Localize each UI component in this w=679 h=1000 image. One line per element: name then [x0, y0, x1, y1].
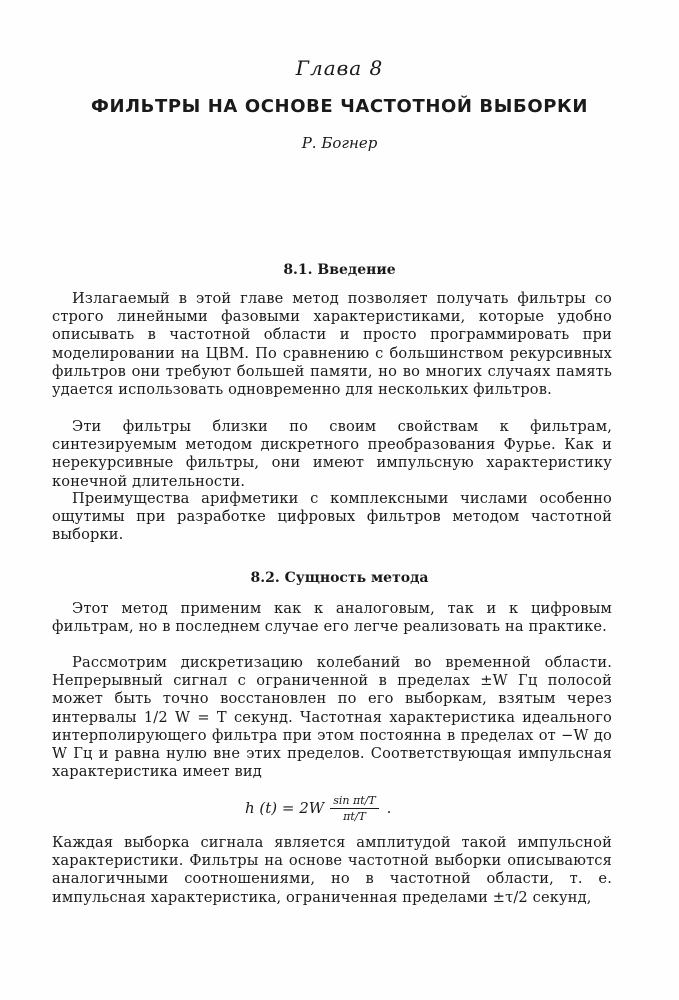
method-paragraph-3: Каждая выборка сигнала является амплитудой такой импульсной характеристики. Фильтры на основе частотной выборки описываются аналогичными соотношениями, но в частотной области, т. е. импульсная характеристика, ограниченная пределами ±τ/2 секунд,: [52, 834, 612, 906]
formula-fraction: [330, 794, 378, 823]
method-paragraph-1: Этот метод применим как к аналоговым, так и к цифровым фильтрам, но в последнем случае его легче реализовать на практике.: [52, 600, 612, 636]
impulse-response-formula: [245, 788, 391, 828]
section-heading-method: 8.2. Сущность метода: [250, 570, 429, 586]
formula-denominator: πt/T: [343, 809, 366, 823]
chapter-title: ФИЛЬТРЫ НА ОСНОВЕ ЧАСТОТНОЙ ВЫБОРКИ: [91, 96, 588, 117]
chapter-author: Р. Богнер: [301, 134, 378, 152]
formula-lhs: h (t) = 2W: [245, 799, 325, 817]
section-heading-intro: 8.1. Введение: [283, 262, 396, 278]
intro-paragraph-3: Преимущества арифметики с комплексными числами особенно ощутимы при разработке цифровых фильтров методом частотной выборки.: [52, 490, 612, 544]
formula-numerator: sin πt/T: [330, 794, 378, 809]
formula-trailing-dot: .: [386, 799, 392, 817]
chapter-number: Глава 8: [295, 56, 384, 80]
intro-paragraph-1: Излагаемый в этой главе метод позволяет получать фильтры со строго линейными фазовыми характеристиками, которые удобно описывать в частотной области и просто программировать при моделировании на ЦВМ. По сравнению с большинством рекурсивных фильтров они требуют большей памяти, но во многих случаях память удается использовать одновременно для нескольких фильтров.: [52, 290, 612, 399]
method-paragraph-2: Рассмотрим дискретизацию колебаний во временной области. Непрерывный сигнал с ограниченной в пределах ±W Гц полосой может быть точно восстановлен по его выборкам, взятым через интервалы 1/2 W = T секунд. Частотная характеристика идеального интерполирующего фильтра при этом постоянна в пределах от −W до W Гц и равна нулю вне этих пределов. Соответствующая импульсная характеристика имеет вид: [52, 654, 612, 781]
intro-paragraph-2: Эти фильтры близки по своим свойствам к фильтрам, синтезируемым методом дискретного преобразования Фурье. Как и нерекурсивные фильтры, они имеют импульсную характеристику конечной длительности.: [52, 418, 612, 490]
